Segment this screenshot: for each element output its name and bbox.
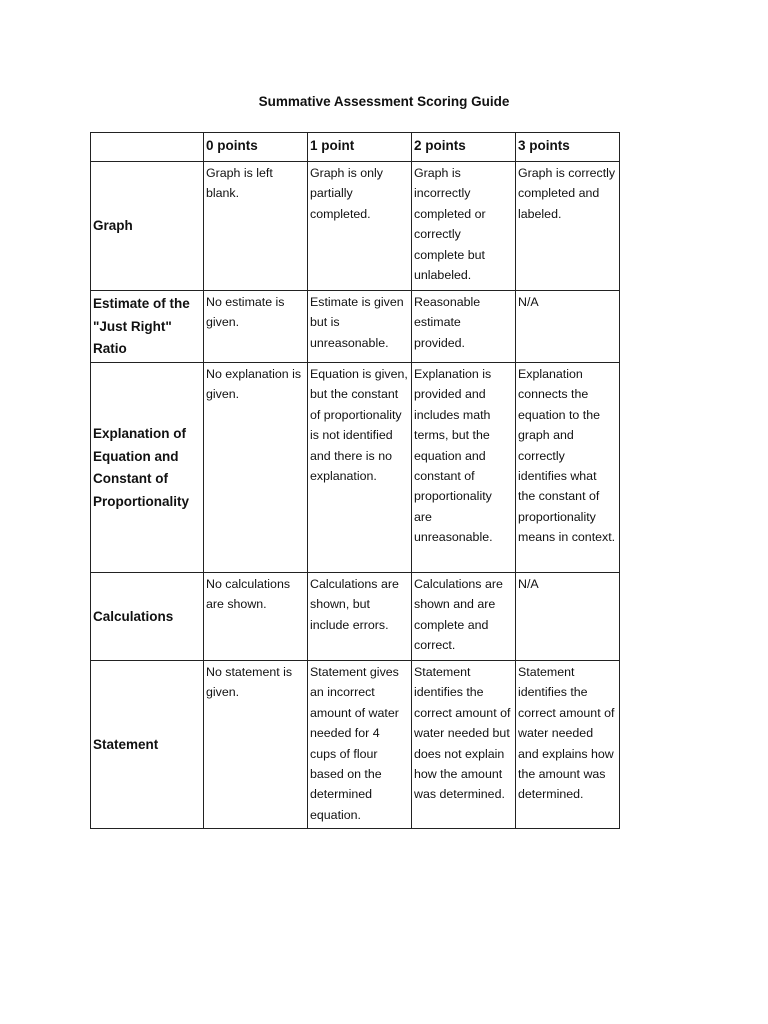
table-cell: Statement identifies the correct amount of water needed and explains how the amount was determined. — [516, 661, 620, 829]
table-header-row — [91, 133, 620, 162]
row-label-explanation: Explanation of Equation and Constant of Proportionality — [91, 363, 204, 573]
table-cell: Equation is given, but the constant of proportionality is not identified and there is no explanation. — [308, 363, 412, 573]
table-cell: Calculations are shown, but include errors. — [308, 573, 412, 661]
table-cell: Explanation is provided and includes math terms, but the equation and constant of proportionality are unreasonable. — [412, 363, 516, 573]
page-title: Summative Assessment Scoring Guide — [258, 94, 510, 109]
table-cell: Graph is incorrectly completed or correctly complete but unlabeled. — [412, 162, 516, 291]
table-row-statement — [91, 661, 620, 829]
row-label-calculations: Calculations — [91, 573, 204, 661]
table-cell: Statement identifies the correct amount of water needed but does not explain how the amount was determined. — [412, 661, 516, 829]
table-row-graph — [91, 162, 620, 291]
table-cell: Statement gives an incorrect amount of water needed for 4 cups of flour based on the determined equation. — [308, 661, 412, 829]
row-label-graph: Graph — [91, 162, 204, 291]
header-cell-1-point: 1 point — [308, 133, 412, 162]
scoring-guide-table — [90, 132, 620, 829]
header-cell-3-points: 3 points — [516, 133, 620, 162]
table-cell: Graph is left blank. — [204, 162, 308, 291]
table-cell: No statement is given. — [204, 661, 308, 829]
table-cell: Reasonable estimate provided. — [412, 291, 516, 363]
table-cell: Estimate is given but is unreasonable. — [308, 291, 412, 363]
table-row-estimate — [91, 291, 620, 363]
header-cell-2-points: 2 points — [412, 133, 516, 162]
table-cell: N/A — [516, 291, 620, 363]
table-row-calculations — [91, 573, 620, 661]
row-label-estimate: Estimate of the "Just Right" Ratio — [91, 291, 204, 363]
table-cell: No calculations are shown. — [204, 573, 308, 661]
table-row-explanation — [91, 363, 620, 573]
header-cell-criteria — [91, 133, 204, 162]
table-cell: Graph is only partially completed. — [308, 162, 412, 291]
table-cell: No explanation is given. — [204, 363, 308, 573]
table-cell: No estimate is given. — [204, 291, 308, 363]
table-cell: N/A — [516, 573, 620, 661]
table-cell: Explanation connects the equation to the graph and correctly identifies what the constant of proportionality means in context. — [516, 363, 620, 573]
row-label-statement: Statement — [91, 661, 204, 829]
header-cell-0-points: 0 points — [204, 133, 308, 162]
table-cell: Graph is correctly completed and labeled. — [516, 162, 620, 291]
table-cell: Calculations are shown and are complete and correct. — [412, 573, 516, 661]
